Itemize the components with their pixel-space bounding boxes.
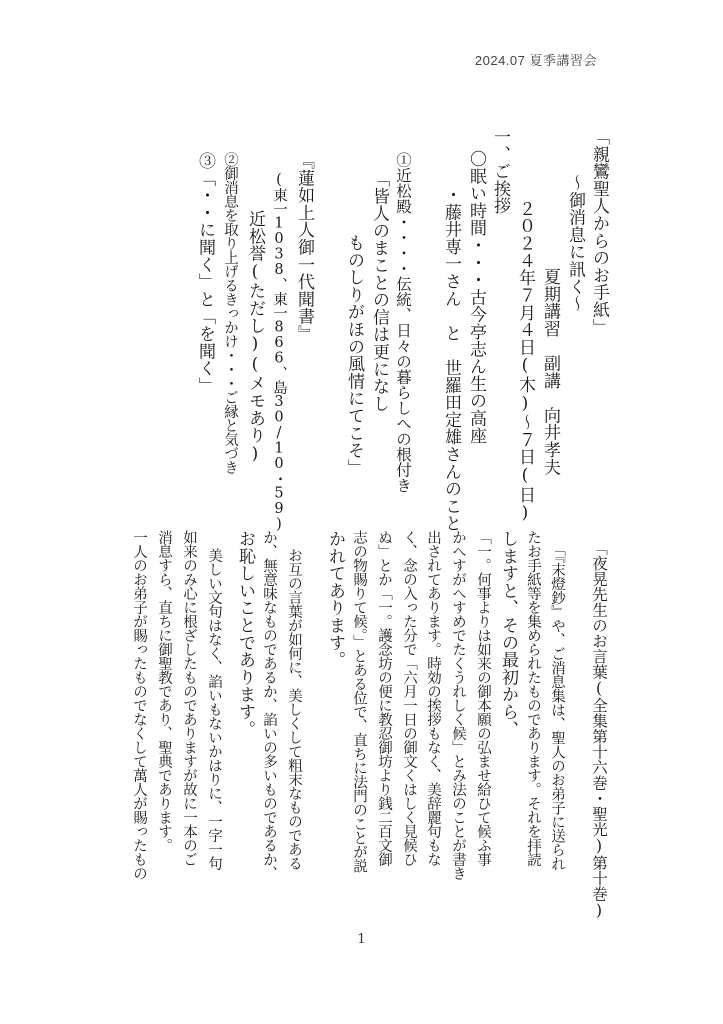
para-2-line-2: かへすがへすめでたくうれしく候」とみ法のことが書き [450,530,466,880]
lower-heading: 「夜晃先生のお言葉(全集第十六巻・聖光)第十巻) [590,540,608,920]
item-2-memo: 近松誉(ただし)(メモあり) [245,210,265,465]
course-info: 夏期講習 副講 向井孝夫 [540,268,560,476]
para-1-line-1: 「『末燈鈔』や、ご消息集は、聖人のお弟子に送られ [549,542,565,871]
item-fujii-serata: ・藤井専一さん と 世羅田定雄さんのこと [441,186,461,532]
para-3-line-3: お恥しいことであります。 [235,530,255,738]
para-2-line-1: 「一。何事よりは如来の御本願の弘ませ給ひて候ふ事 [475,530,491,866]
rennyo-kikigaki: 『蓮如上人御一代聞書』 [294,152,314,343]
item-1-chikamatsu: ①近松殿・・・・伝統、日々の暮らしへの根付き [394,152,412,493]
title-line-2: ～御消息に訊く～ [565,174,585,313]
section-heading: 一、ご挨拶 [490,128,510,215]
rennyo-reference: (東一1038、東一866、島30/10・59) [271,172,287,532]
item-1-quote-a: 「皆人のまことの信は更になし [369,170,389,413]
item-sleepy-time: 〇眠い時間・・・古今亭志ん生の高座 [466,150,486,445]
para-1-line-2: たお手紙等を集められたものであります。それを拝読 [525,530,541,866]
course-date: ２０２４年７月４日(木)～７日(日) [515,200,535,524]
para-3-line-2: か、無意味なものであるか、諂いの多いものであるか、 [261,530,277,880]
page-number: 1 [357,932,366,947]
item-2-trigger: ②御消息を取り上げるきっかけ・・・ご縁と気づき [222,152,238,474]
item-3-listen: ③「・・に聞く」と「を聞く」 [195,152,215,395]
para-4-line-2: 如来のみ心に根ざしたものでありますが故に一本のご [181,530,197,866]
para-2-line-6: 志の物賜りて候。」とある位で、直ちに法門のことが説 [351,530,367,873]
item-1-quote-b: ものしりがほの風情にてこそ」 [344,234,364,477]
para-2-line-3: 出されてあります。時効の挨拶もなく、美辞麗句もな [425,530,441,866]
document-header: 2024.07 夏季講習会 [474,53,597,68]
para-4-line-1: 美しい文句はなく、諂いもないかはりに、一字一句 [206,548,222,870]
para-2-line-5: ぬ」とか「一。護念坊の便に教忍御坊より銭二百文御 [376,530,392,866]
para-1-line-3: しますと、その最初から、 [498,530,518,738]
para-4-line-4: 一人のお弟子が賜ったものでなくして萬人が賜ったもの [131,530,147,880]
title-line-1: 「親鸞聖人からのお手紙」 [589,128,609,336]
para-4-line-3: 消息すら、直ちに御聖教であり、聖典であります。 [156,530,172,852]
para-2-line-7: かれてあります。 [325,530,345,669]
para-2-line-4: く、念の入った分で「六月一日の御文くはしく見候ひ [401,530,417,866]
para-3-line-1: お互の言葉が如何に、美しくして粗末なものである [286,548,302,870]
